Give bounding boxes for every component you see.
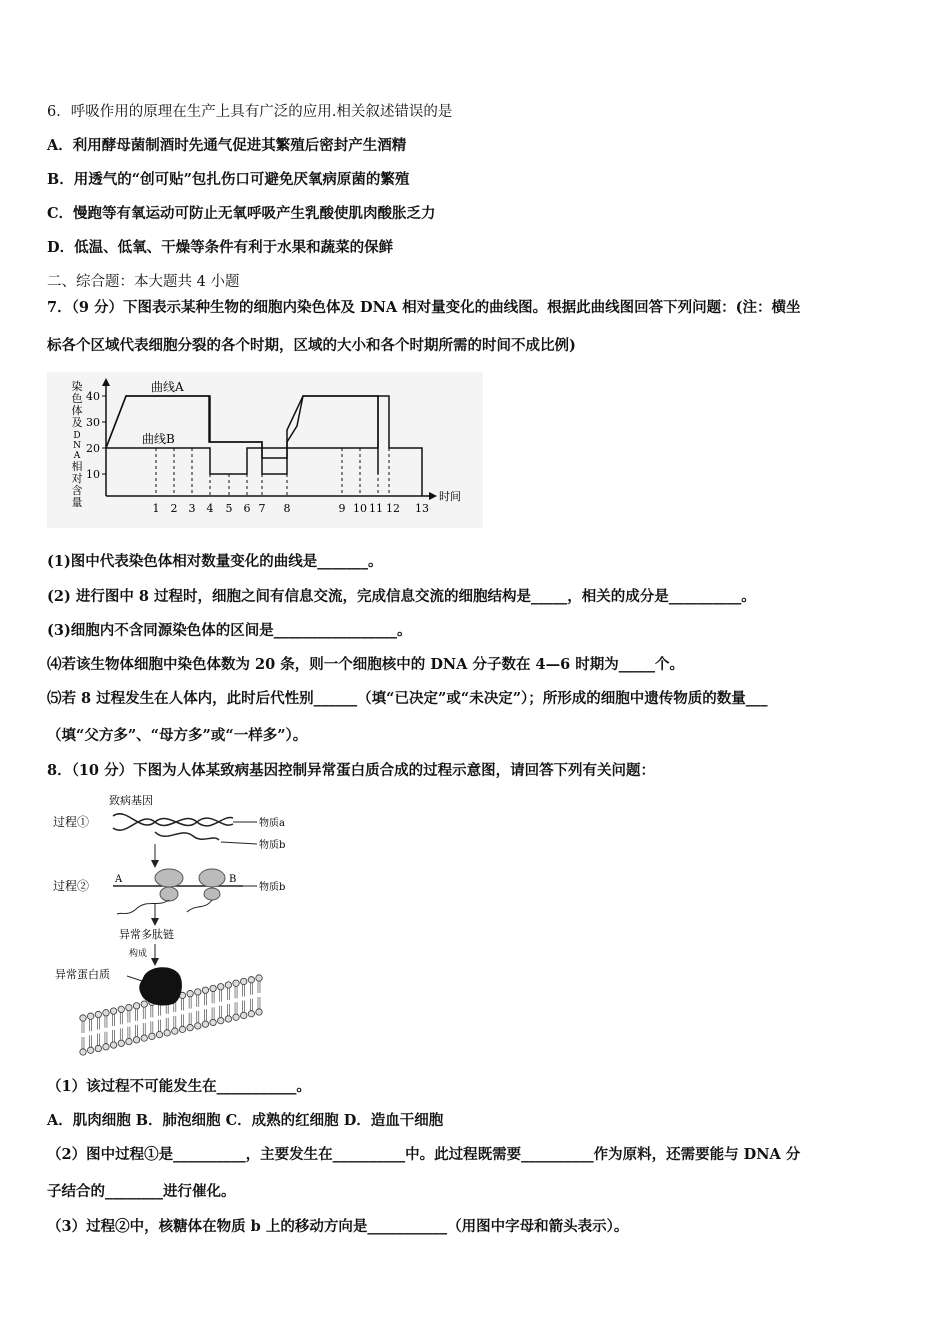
ribosome-2	[199, 869, 225, 900]
gene-label: 致病基因	[109, 794, 153, 807]
q7-sub5-line1: ⑸若 8 过程发生在人体内，此时后代性别______（填“已决定”或“未决定”）；所形成的细胞中遗传物质的数量___	[47, 690, 768, 707]
abnormal-chain-label: 异常多肽链	[119, 928, 174, 941]
lipid-head	[149, 1033, 155, 1039]
lipid-head	[210, 1019, 216, 1025]
abnormal-protein-blob	[139, 967, 182, 1005]
x-axis-label: 时间	[439, 490, 461, 503]
xtick: 8	[283, 502, 291, 515]
ribosome-1	[155, 869, 183, 901]
arrow-1-head	[151, 860, 159, 868]
lipid-head	[187, 1024, 193, 1030]
q7-stem-line1: 7．（9 分）下图表示某种生物的细胞内染色体及 DNA 相对量变化的曲线图。根据此曲线图回答下列问题：(注：横坐	[47, 299, 801, 316]
q7-sub4: ⑷若该生物体细胞中染色体数为 20 条，则一个细胞核中的 DNA 分子数在 4—6 时期为_____个。	[47, 656, 684, 673]
ylabel-char: N	[73, 441, 81, 451]
section-heading: 二、综合题：本大题共 4 小题	[47, 274, 240, 290]
lipid-head	[118, 1006, 124, 1012]
lipid-head	[164, 1030, 170, 1036]
q7-sub1: (1)图中代表染色体相对数量变化的曲线是_______。	[47, 553, 383, 570]
q6-option-b: B．用透气的“创可贴”包扎伤口可避免厌氧病原菌的繁殖	[47, 171, 410, 188]
xtick: 10	[353, 502, 367, 515]
q8-sub2-line2: 子结合的________进行催化。	[47, 1183, 236, 1200]
lipid-head	[248, 977, 254, 983]
ylabel-char: 含	[71, 484, 83, 497]
lipid-head	[95, 1045, 101, 1051]
ytick-40: 40	[86, 390, 100, 403]
curve-a-label: 曲线A	[151, 380, 184, 394]
point-b-label: B	[229, 874, 237, 885]
xtick: 12	[386, 502, 400, 515]
curve-b-label: 曲线B	[142, 432, 175, 446]
lipid-head	[110, 1008, 116, 1014]
xtick: 1	[152, 502, 160, 515]
lipid-head	[133, 1037, 139, 1043]
ytick-30: 30	[86, 416, 100, 429]
lipid-head	[210, 985, 216, 991]
lipid-head	[233, 980, 239, 986]
lipid-head	[195, 1023, 201, 1029]
lipid-head	[195, 989, 201, 995]
substance-b-label: 物质b	[259, 840, 286, 851]
lipid-head	[187, 990, 193, 996]
lipid-head	[256, 1009, 262, 1015]
lipid-head	[87, 1013, 93, 1019]
peptide-2	[187, 900, 212, 912]
lipid-head	[87, 1047, 93, 1053]
q8-sub3: （3）过程②中，核糖体在物质 b 上的移动方向是___________（用图中字母和箭头表示）。	[47, 1218, 629, 1235]
lipid-head	[80, 1015, 86, 1021]
lipid-head	[103, 1010, 109, 1016]
ylabel-char: D	[73, 431, 81, 441]
peptide-1	[117, 900, 169, 914]
xtick: 9	[338, 502, 346, 515]
process1-label: 过程①	[53, 815, 90, 829]
arrow-3-head	[151, 958, 159, 966]
xtick: 3	[188, 502, 196, 515]
q7-sub3: (3)细胞内不含同源染色体的区间是_________________。	[47, 622, 412, 639]
lipid-head	[141, 1035, 147, 1041]
q6-option-d: D．低温、低氧、干燥等条件有利于水果和蔬菜的保鲜	[47, 239, 394, 256]
xtick: 5	[225, 502, 233, 515]
lipid-head	[156, 1031, 162, 1037]
q6-option-a: A．利用酵母菌制酒时先通气促进其繁殖后密封产生酒精	[47, 137, 407, 154]
lipid-head	[225, 982, 231, 988]
xtick: 4	[206, 502, 214, 515]
q8-stem: 8．（10 分）下图为人体某致病基因控制异常蛋白质合成的过程示意图，请回答下列有关问题：	[47, 762, 656, 779]
lipid-head	[126, 1038, 132, 1044]
lipid-head	[256, 975, 262, 981]
dna-helix	[113, 814, 233, 840]
q6-stem: 6．呼吸作用的原理在生产上具有广泛的应用.相关叙述错误的是	[47, 104, 453, 120]
xtick: 6	[243, 502, 251, 515]
lipid-head	[172, 1028, 178, 1034]
ylabel-char: 对	[71, 472, 83, 485]
lipid-head	[80, 1049, 86, 1055]
ylabel-char: 色	[71, 392, 83, 405]
ylabel-char: 及	[71, 416, 83, 429]
lipid-head	[248, 1011, 254, 1017]
ylabel-char: A	[73, 451, 81, 461]
ylabel-char: 染	[71, 380, 83, 393]
lipid-head	[179, 1026, 185, 1032]
lipid-head	[240, 978, 246, 984]
q7-sub2: (2) 进行图中 8 过程时，细胞之间有信息交流，完成信息交流的细胞结构是_____，相关的成分是__________。	[47, 588, 756, 605]
q8-sub1-options: A．肌肉细胞 B．肺泡细胞 C．成熟的红细胞 D．造血干细胞	[47, 1112, 444, 1129]
ylabel-char: 体	[71, 404, 83, 417]
ytick-20: 20	[86, 442, 100, 455]
gene-expression-figure	[47, 786, 307, 1056]
ylabel-char: 量	[71, 496, 83, 509]
constitute-label: 构成	[129, 949, 148, 959]
chromosome-dna-chart	[47, 372, 483, 528]
lipid-head	[133, 1003, 139, 1009]
lipid-head	[110, 1042, 116, 1048]
y-axis-label	[72, 379, 83, 509]
point-a-label: A	[115, 874, 123, 885]
lipid-head	[126, 1004, 132, 1010]
substance-a-label: 物质a	[259, 818, 285, 829]
lipid-head	[202, 987, 208, 993]
xtick: 11	[369, 502, 383, 515]
q8-sub2-line1: （2）图中过程①是__________，主要发生在__________中。此过程既需要__________作为原料，还需要能与 DNA 分	[47, 1146, 801, 1163]
process2-label: 过程②	[53, 879, 90, 893]
ytick-10: 10	[86, 468, 100, 481]
pointer-b	[221, 842, 257, 844]
arrow-2-head	[151, 918, 159, 926]
q6-option-c: C．慢跑等有氧运动可防止无氧呼吸产生乳酸使肌肉酸胀乏力	[47, 205, 436, 222]
xtick: 13	[415, 502, 429, 515]
q8-sub1: （1）该过程不可能发生在___________。	[47, 1078, 311, 1095]
ylabel-char: 相	[71, 460, 83, 473]
q7-sub5-line2: （填“父方多”、“母方多”或“一样多”）。	[47, 727, 308, 744]
lipid-head	[218, 983, 224, 989]
q7-stem-line2: 标各个区域代表细胞分裂的各个时期，区域的大小和各个时期所需的时间不成比例)	[47, 337, 576, 354]
lipid-head	[95, 1011, 101, 1017]
lipid-head	[202, 1021, 208, 1027]
lipid-head	[118, 1040, 124, 1046]
lipid-head	[103, 1044, 109, 1050]
lipid-head	[233, 1014, 239, 1020]
xtick: 2	[170, 502, 178, 515]
xtick: 7	[258, 502, 266, 515]
abnormal-protein-label: 异常蛋白质	[55, 968, 110, 981]
substance-b2-label: 物质b	[259, 882, 286, 893]
lipid-head	[141, 1001, 147, 1007]
lipid-head	[218, 1017, 224, 1023]
lipid-head	[240, 1012, 246, 1018]
lipid-head	[225, 1016, 231, 1022]
